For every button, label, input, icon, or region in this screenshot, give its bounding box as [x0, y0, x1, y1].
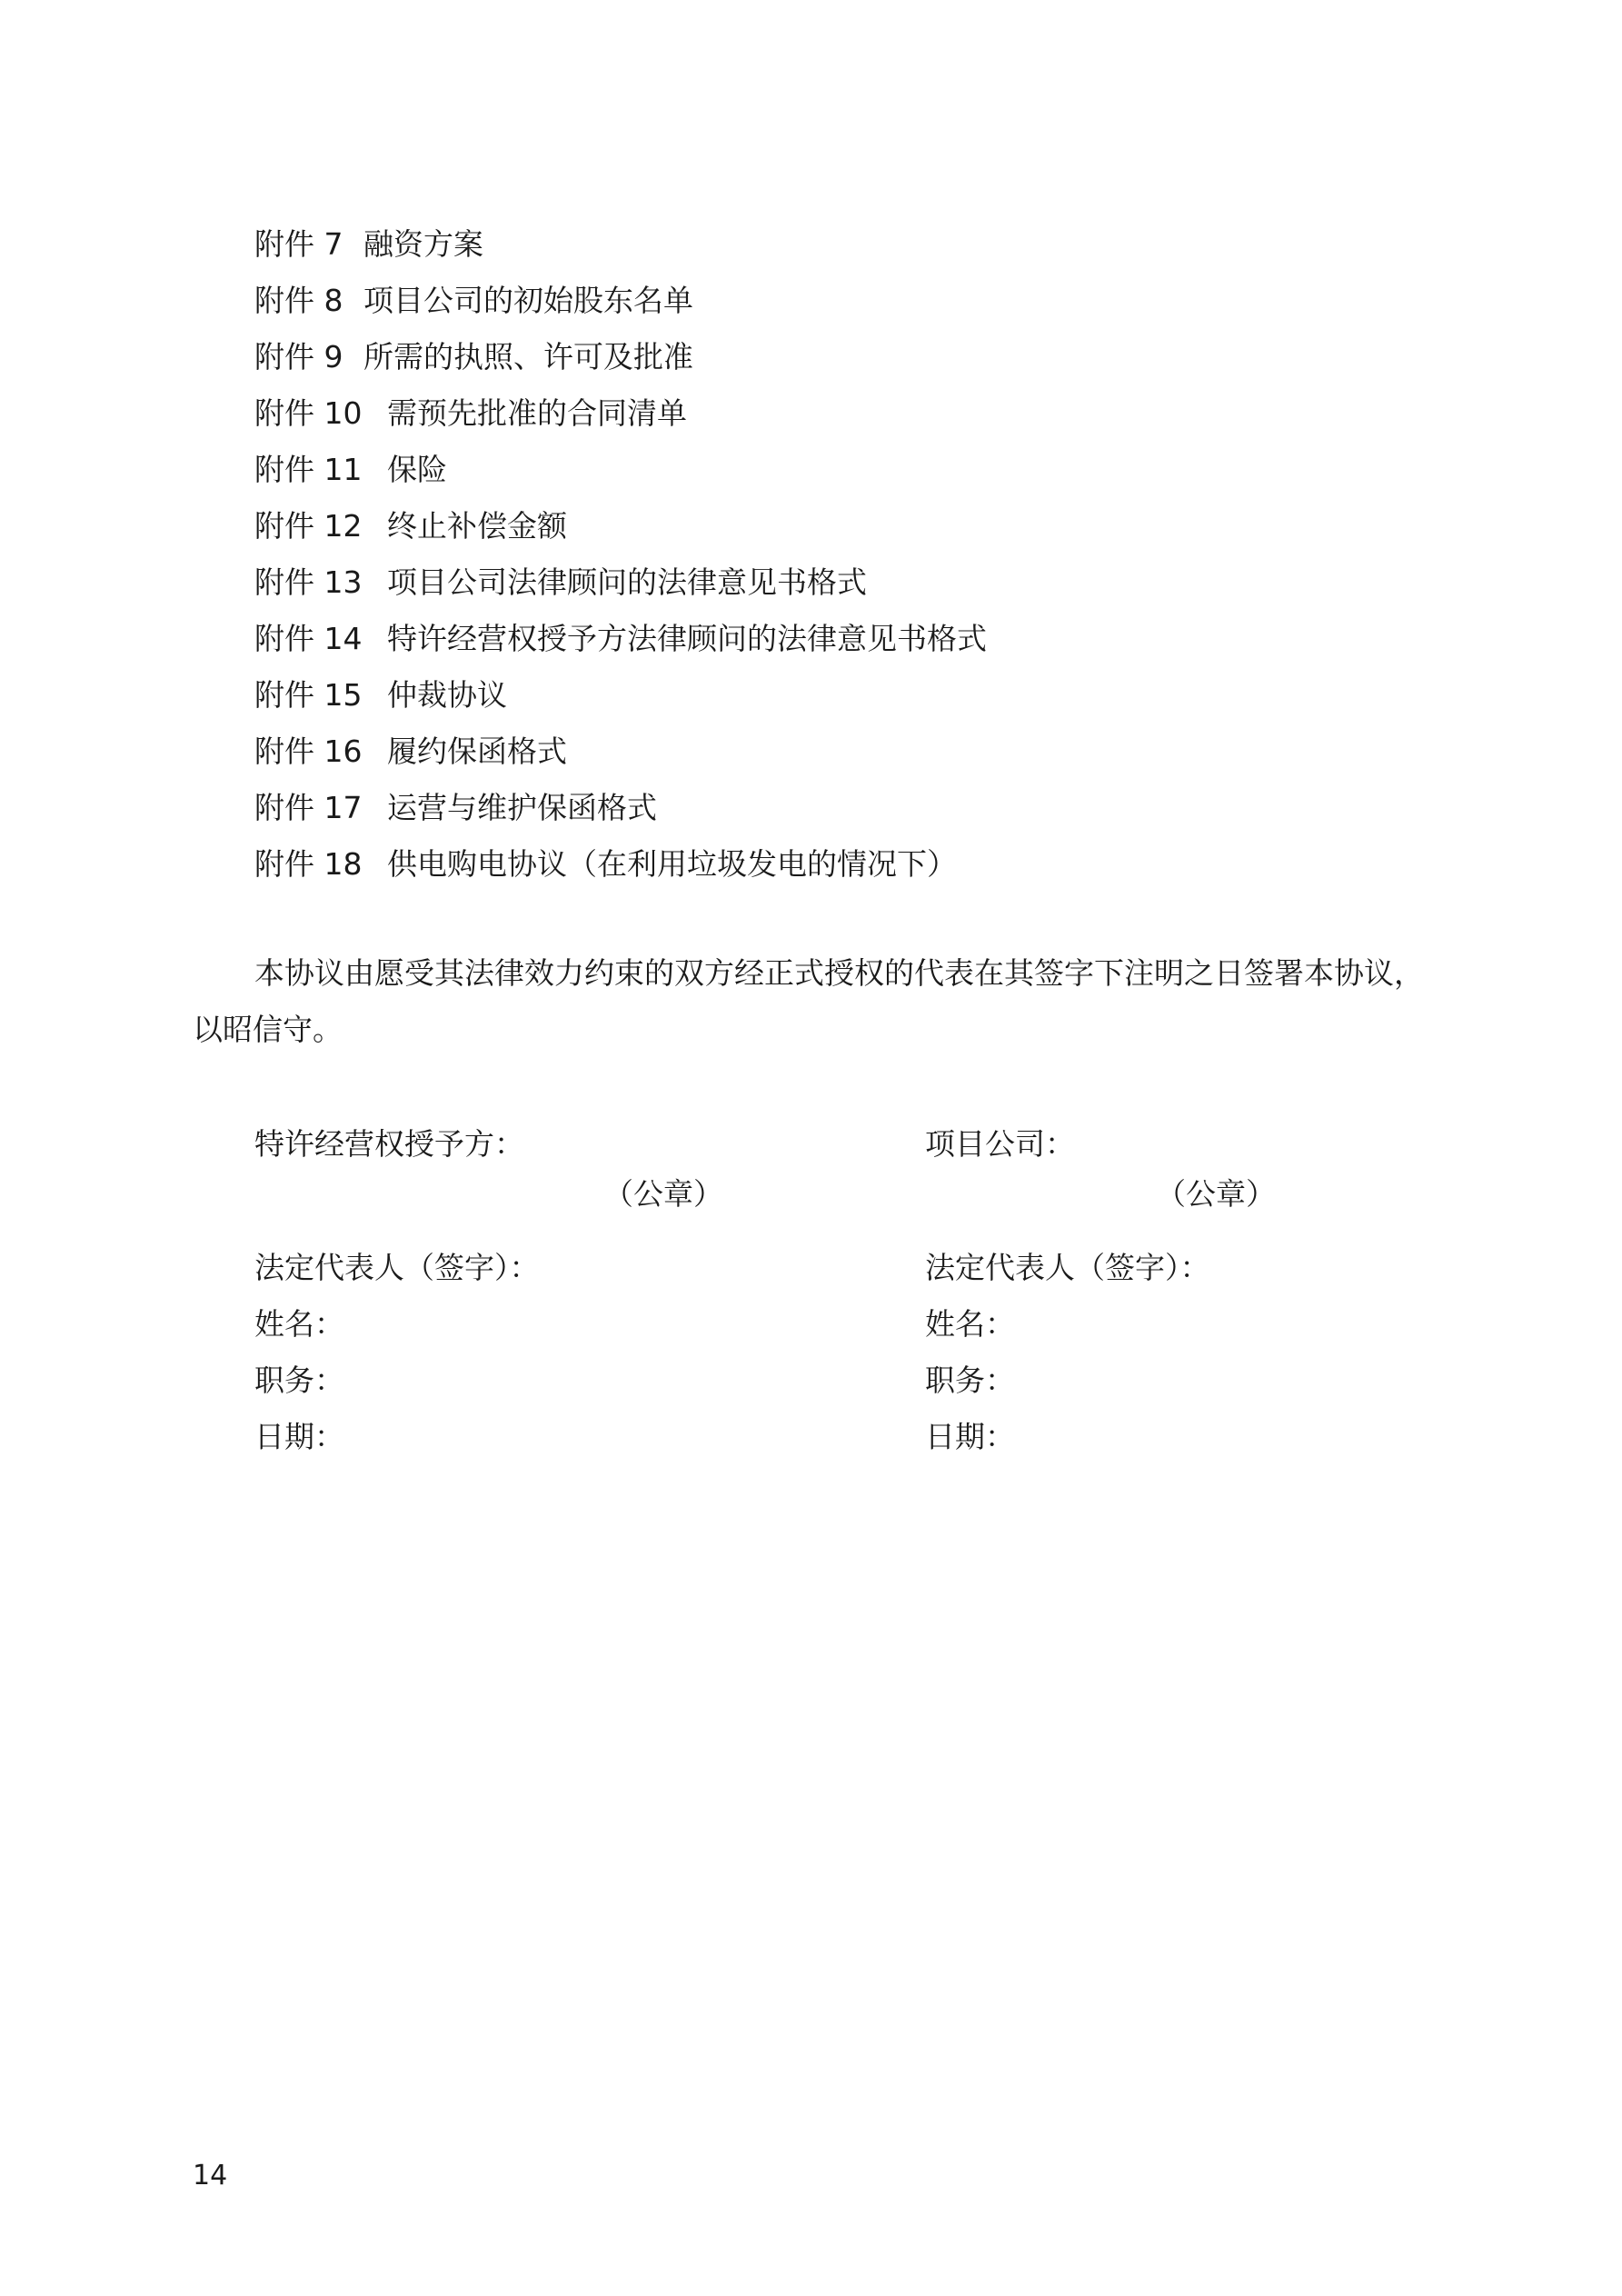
date-label: 日期：	[254, 1419, 344, 1454]
signature-block-grantor	[254, 1116, 763, 1465]
annex-number: 附件 9	[254, 339, 343, 374]
annex-item-16	[254, 724, 987, 780]
spacer	[254, 1216, 763, 1240]
spacer	[925, 1216, 1434, 1240]
annex-item-15	[254, 667, 987, 724]
title-label: 职务：	[925, 1363, 1015, 1398]
annex-item-9	[254, 329, 987, 385]
signature-block-project-company	[925, 1116, 1434, 1465]
annex-number: 附件 11	[254, 452, 363, 487]
page-number: 14	[193, 2160, 228, 2191]
annex-item-7	[254, 216, 987, 273]
annex-number: 附件 16	[254, 734, 363, 769]
name-label: 姓名：	[925, 1306, 1015, 1342]
annex-item-13	[254, 554, 987, 611]
annex-list	[254, 216, 987, 893]
annex-title: 特许经营权授予方法律顾问的法律意见书格式	[387, 621, 987, 656]
name-label: 姓名：	[254, 1306, 344, 1342]
annex-item-12	[254, 498, 987, 554]
annex-number: 附件 8	[254, 283, 343, 318]
annex-item-17	[254, 780, 987, 836]
annex-item-10	[254, 385, 987, 442]
seal-label: （公章）	[1156, 1176, 1276, 1212]
annex-number: 附件 10	[254, 395, 363, 431]
annex-title: 项目公司的初始股东名单	[363, 283, 693, 318]
date-label: 日期：	[925, 1419, 1015, 1454]
title-label: 职务：	[254, 1363, 344, 1398]
annex-title: 所需的执照、许可及批准	[363, 339, 693, 374]
annex-number: 附件 7	[254, 226, 343, 262]
annex-title: 终止补偿金额	[387, 508, 567, 544]
annex-title: 供电购电协议（在利用垃圾发电的情况下）	[387, 846, 957, 882]
annex-title: 履约保函格式	[387, 734, 567, 769]
legal-rep-label: 法定代表人（签字）：	[254, 1250, 540, 1285]
annex-title: 运营与维护保函格式	[387, 790, 657, 825]
annex-item-11	[254, 442, 987, 498]
annex-number: 附件 13	[254, 564, 363, 600]
annex-item-14	[254, 611, 987, 667]
annex-title: 保险	[387, 452, 447, 487]
annex-title: 需预先批准的合同清单	[387, 395, 687, 431]
annex-item-18	[254, 836, 987, 893]
annex-number: 附件 12	[254, 508, 363, 544]
legal-rep-label: 法定代表人（签字）：	[925, 1250, 1210, 1285]
seal-label: （公章）	[603, 1176, 723, 1212]
annex-number: 附件 17	[254, 790, 363, 825]
annex-title: 项目公司法律顾问的法律意见书格式	[387, 564, 867, 600]
party-label: 特许经营权授予方：	[254, 1126, 524, 1162]
annex-number: 附件 15	[254, 677, 363, 713]
annex-item-8	[254, 273, 987, 329]
annex-number: 附件 14	[254, 621, 363, 656]
closing-paragraph: 本协议由愿受其法律效力约束的双方经正式授权的代表在其签字下注明之日签署本协议，以昭信守。	[193, 955, 1424, 1047]
party-label: 项目公司：	[925, 1126, 1075, 1162]
annex-title: 仲裁协议	[387, 677, 507, 713]
annex-number: 附件 18	[254, 846, 363, 882]
annex-title: 融资方案	[363, 226, 483, 262]
